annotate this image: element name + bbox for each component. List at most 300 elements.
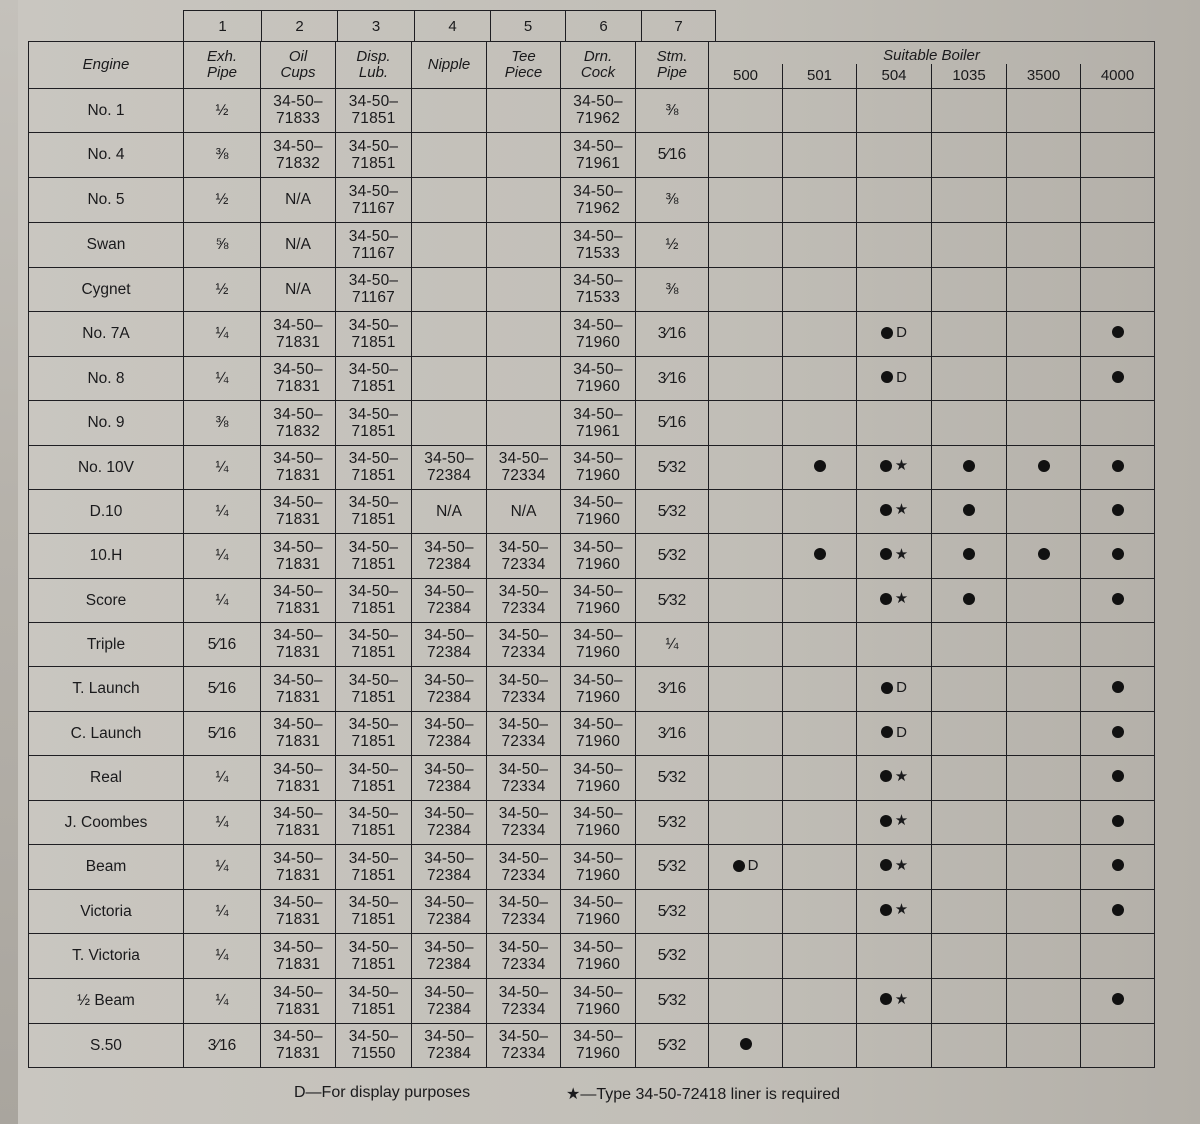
liner-star-icon: ★ bbox=[894, 812, 909, 830]
suitable-dot-icon bbox=[881, 371, 893, 383]
table-row bbox=[29, 578, 1155, 622]
table-row bbox=[29, 267, 1155, 311]
part-code-prefix: 34-50– bbox=[424, 894, 474, 911]
suitable-dot-icon bbox=[1112, 904, 1124, 916]
exh-pipe-cell: ½ bbox=[184, 177, 261, 222]
table-row bbox=[29, 88, 1155, 132]
part-code-number: 71960 bbox=[575, 1000, 621, 1018]
boiler-3500-cell bbox=[1007, 132, 1081, 177]
oil-cups-cell: N/A bbox=[261, 177, 336, 222]
boiler-504-cell bbox=[857, 267, 932, 311]
suitable-dot-icon bbox=[880, 859, 892, 871]
suitability-mark bbox=[1112, 460, 1124, 472]
header-oil-cups-label: Oil Cups bbox=[280, 47, 316, 81]
part-code-number: 71960 bbox=[575, 822, 621, 839]
header-stm-pipe bbox=[636, 42, 709, 89]
part-code-prefix: 34-50– bbox=[348, 983, 399, 1001]
oil-cups-cell bbox=[261, 889, 336, 933]
part-code-prefix: 34-50– bbox=[273, 137, 323, 155]
nipple-cell bbox=[412, 622, 487, 666]
exh-pipe-cell: ¼ bbox=[184, 755, 261, 800]
boiler-4000-cell bbox=[1081, 666, 1155, 711]
table-row bbox=[29, 177, 1155, 222]
boiler-4000-cell bbox=[1081, 177, 1155, 222]
header-oil-cups bbox=[261, 42, 336, 89]
nipple-cell bbox=[412, 889, 487, 933]
disp-lub-cell bbox=[336, 267, 412, 311]
oil-cups-cell bbox=[261, 578, 336, 622]
part-code-number: 72384 bbox=[426, 955, 472, 973]
part-code-number: 71960 bbox=[575, 511, 621, 528]
part-code-prefix: 34-50– bbox=[573, 805, 623, 822]
suitability-mark bbox=[881, 679, 907, 696]
part-code-number: 71833 bbox=[275, 110, 321, 127]
part-code-number: 72384 bbox=[426, 1045, 472, 1062]
boiler-500-cell bbox=[709, 755, 783, 800]
part-code-prefix: 34-50– bbox=[424, 583, 474, 600]
part-code-prefix: 34-50– bbox=[424, 805, 474, 822]
boiler-500-cell bbox=[709, 356, 783, 400]
nipple-cell bbox=[412, 132, 487, 177]
part-code-prefix: 34-50– bbox=[273, 894, 323, 911]
oil-cups-cell bbox=[261, 400, 336, 445]
drn-cock-cell bbox=[561, 489, 636, 533]
liner-star-icon: ★ bbox=[894, 990, 909, 1008]
part-code-prefix: 34-50– bbox=[573, 227, 623, 245]
boiler-504-cell bbox=[857, 978, 932, 1023]
boiler-504-cell bbox=[857, 755, 932, 800]
display-d-marker: D bbox=[896, 679, 907, 697]
stm-pipe-cell: 3⁄16 bbox=[636, 711, 709, 755]
part-code-prefix: 34-50– bbox=[273, 361, 323, 378]
exh-pipe-cell: ¼ bbox=[184, 800, 261, 844]
oil-cups-cell bbox=[261, 88, 336, 132]
part-code-prefix: 34-50– bbox=[573, 1028, 623, 1045]
column-number: 6 bbox=[566, 11, 642, 42]
column-number: 4 bbox=[415, 11, 491, 42]
stm-pipe-cell: 5⁄16 bbox=[636, 132, 709, 177]
engine-name: No. 7A bbox=[29, 311, 184, 356]
part-code-number: 72334 bbox=[501, 822, 546, 839]
part-code-prefix: 34-50– bbox=[424, 760, 474, 778]
oil-cups-cell bbox=[261, 622, 336, 666]
boiler-504-cell bbox=[857, 622, 932, 666]
exh-pipe-cell: ¼ bbox=[184, 933, 261, 978]
suitable-dot-icon bbox=[963, 593, 975, 605]
boiler-500-cell bbox=[709, 978, 783, 1023]
part-code-prefix: 34-50– bbox=[573, 93, 623, 110]
part-code-number: 71831 bbox=[275, 777, 321, 795]
part-code-prefix: 34-50– bbox=[573, 938, 623, 956]
part-code-prefix: 34-50– bbox=[498, 450, 549, 467]
part-code-prefix: 34-50– bbox=[348, 894, 399, 911]
tee-piece-cell bbox=[487, 1023, 561, 1067]
part-code-prefix: 34-50– bbox=[273, 316, 323, 334]
exh-pipe-cell: ½ bbox=[184, 267, 261, 311]
oil-cups-cell bbox=[261, 978, 336, 1023]
disp-lub-cell bbox=[336, 533, 412, 578]
suitable-dot-icon bbox=[814, 548, 826, 560]
part-code-number: 71851 bbox=[351, 154, 396, 172]
stm-pipe-cell: 3⁄16 bbox=[636, 311, 709, 356]
engine-name: 10.H bbox=[29, 533, 184, 578]
part-code-prefix: 34-50– bbox=[348, 182, 399, 200]
part-code-number: 72334 bbox=[501, 600, 546, 617]
suitability-mark bbox=[733, 857, 759, 874]
header-nipple: Nipple bbox=[412, 42, 487, 89]
column-number-strip bbox=[183, 10, 716, 42]
drn-cock-cell bbox=[561, 132, 636, 177]
boiler-504-cell bbox=[857, 311, 932, 356]
part-code-prefix: 34-50– bbox=[348, 361, 399, 378]
suitable-dot-icon bbox=[1112, 726, 1124, 738]
display-d-marker: D bbox=[896, 368, 907, 386]
header-suitable-boiler: Suitable Boiler bbox=[709, 42, 1155, 65]
suitability-mark bbox=[740, 1038, 752, 1050]
boiler-500-cell bbox=[709, 222, 783, 267]
display-d-marker: D bbox=[747, 857, 759, 875]
part-code-prefix: 34-50– bbox=[424, 938, 474, 956]
part-code-prefix: 34-50– bbox=[573, 760, 623, 778]
part-code-number: 71960 bbox=[575, 955, 621, 973]
part-code-prefix: 34-50– bbox=[498, 671, 549, 689]
exh-pipe-cell: ¼ bbox=[184, 533, 261, 578]
oil-cups-cell bbox=[261, 1023, 336, 1067]
oil-cups-cell bbox=[261, 755, 336, 800]
tee-piece-cell bbox=[487, 533, 561, 578]
stm-pipe-cell: 5⁄32 bbox=[636, 978, 709, 1023]
suitable-dot-icon bbox=[733, 860, 745, 872]
boiler-500-cell bbox=[709, 622, 783, 666]
disp-lub-cell bbox=[336, 88, 412, 132]
part-code-number: 71831 bbox=[275, 1000, 321, 1018]
part-code-number: 71960 bbox=[575, 1045, 621, 1062]
drn-cock-cell bbox=[561, 267, 636, 311]
column-number: 7 bbox=[642, 11, 716, 42]
exh-pipe-cell: ¼ bbox=[184, 489, 261, 533]
nipple-cell bbox=[412, 88, 487, 132]
boiler-3500-cell bbox=[1007, 88, 1081, 132]
table-row bbox=[29, 889, 1155, 933]
drn-cock-cell bbox=[561, 844, 636, 889]
part-code-number: 71831 bbox=[275, 600, 321, 617]
stm-pipe-cell: ⅜ bbox=[636, 177, 709, 222]
boiler-500-cell bbox=[709, 445, 783, 489]
part-code-prefix: 34-50– bbox=[348, 538, 399, 556]
column-number: 2 bbox=[262, 11, 338, 42]
part-code-prefix: 34-50– bbox=[424, 538, 474, 556]
drn-cock-cell bbox=[561, 222, 636, 267]
part-code-prefix: 34-50– bbox=[348, 583, 399, 600]
boiler-1035-cell bbox=[932, 267, 1007, 311]
part-code-prefix: 34-50– bbox=[573, 316, 623, 334]
stm-pipe-cell: 5⁄32 bbox=[636, 445, 709, 489]
suitability-mark bbox=[1112, 371, 1124, 383]
part-code-number: 71831 bbox=[275, 866, 321, 884]
boiler-3500-cell bbox=[1007, 622, 1081, 666]
disp-lub-cell bbox=[336, 755, 412, 800]
header-exh-pipe bbox=[184, 42, 261, 89]
part-code-prefix: 34-50– bbox=[424, 450, 474, 467]
disp-lub-cell bbox=[336, 356, 412, 400]
part-code-number: 72384 bbox=[426, 733, 472, 750]
engine-name: C. Launch bbox=[29, 711, 184, 755]
boiler-500-cell bbox=[709, 844, 783, 889]
boiler-500-cell bbox=[709, 800, 783, 844]
table-row bbox=[29, 400, 1155, 445]
boiler-3500-cell bbox=[1007, 356, 1081, 400]
nipple-cell bbox=[412, 533, 487, 578]
tee-piece-cell bbox=[487, 222, 561, 267]
header-boiler-501: 501 bbox=[783, 64, 857, 88]
part-code-prefix: 34-50– bbox=[273, 538, 323, 556]
part-code-prefix: 34-50– bbox=[498, 849, 549, 867]
part-code-number: 72384 bbox=[426, 600, 472, 617]
part-code-prefix: 34-50– bbox=[498, 716, 549, 733]
part-code-prefix: 34-50– bbox=[573, 716, 623, 733]
boiler-501-cell bbox=[783, 356, 857, 400]
drn-cock-cell bbox=[561, 356, 636, 400]
nipple-cell bbox=[412, 445, 487, 489]
header-boiler-4000: 4000 bbox=[1081, 64, 1155, 88]
boiler-504-cell bbox=[857, 666, 932, 711]
boiler-4000-cell bbox=[1081, 933, 1155, 978]
boiler-3500-cell bbox=[1007, 978, 1081, 1023]
suitable-dot-icon bbox=[1112, 326, 1124, 338]
part-code-prefix: 34-50– bbox=[273, 627, 323, 644]
tee-piece-cell bbox=[487, 889, 561, 933]
exh-pipe-cell: 5⁄16 bbox=[184, 711, 261, 755]
engine-name: No. 1 bbox=[29, 88, 184, 132]
stm-pipe-cell: ⅜ bbox=[636, 267, 709, 311]
part-code-number: 71831 bbox=[275, 1045, 321, 1062]
part-code-number: 71960 bbox=[575, 378, 621, 395]
legend-display: D—For display purposes bbox=[294, 1084, 471, 1101]
stm-pipe-cell: 5⁄32 bbox=[636, 1023, 709, 1067]
part-code-number: 71831 bbox=[275, 911, 321, 928]
boiler-4000-cell bbox=[1081, 711, 1155, 755]
suitability-mark bbox=[880, 813, 908, 828]
header-boiler-3500: 3500 bbox=[1007, 64, 1081, 88]
engine-name: Cygnet bbox=[29, 267, 184, 311]
boiler-500-cell bbox=[709, 578, 783, 622]
part-code-number: 72384 bbox=[426, 467, 472, 484]
part-code-number: 71851 bbox=[351, 422, 396, 440]
part-code-number: 71851 bbox=[351, 511, 396, 528]
suitable-dot-icon bbox=[1112, 993, 1124, 1005]
part-code-number: 71960 bbox=[575, 777, 621, 795]
part-code-number: 72384 bbox=[426, 644, 472, 661]
part-code-number: 71167 bbox=[352, 199, 395, 217]
part-code-number: 71831 bbox=[275, 688, 321, 706]
engine-name: Beam bbox=[29, 844, 184, 889]
part-code-prefix: 34-50– bbox=[573, 671, 623, 689]
nipple-cell: N/A bbox=[412, 489, 487, 533]
suitability-mark bbox=[1038, 460, 1050, 472]
boiler-1035-cell bbox=[932, 489, 1007, 533]
stm-pipe-cell: 5⁄32 bbox=[636, 533, 709, 578]
drn-cock-cell bbox=[561, 177, 636, 222]
boiler-504-cell bbox=[857, 489, 932, 533]
boiler-1035-cell bbox=[932, 933, 1007, 978]
part-code-prefix: 34-50– bbox=[348, 494, 399, 511]
suitability-mark bbox=[880, 769, 908, 784]
table-row bbox=[29, 711, 1155, 755]
part-code-number: 72334 bbox=[501, 733, 546, 750]
part-code-number: 72334 bbox=[501, 1045, 546, 1062]
boiler-501-cell bbox=[783, 177, 857, 222]
part-code-number: 71167 bbox=[352, 289, 395, 306]
boiler-504-cell bbox=[857, 177, 932, 222]
boiler-1035-cell bbox=[932, 755, 1007, 800]
disp-lub-cell bbox=[336, 1023, 412, 1067]
stm-pipe-cell: 5⁄32 bbox=[636, 578, 709, 622]
suitable-dot-icon bbox=[880, 460, 892, 472]
suitable-dot-icon bbox=[880, 904, 892, 916]
part-code-prefix: 34-50– bbox=[273, 671, 323, 689]
boiler-500-cell bbox=[709, 1023, 783, 1067]
boiler-4000-cell bbox=[1081, 889, 1155, 933]
part-code-prefix: 34-50– bbox=[573, 182, 623, 200]
part-code-prefix: 34-50– bbox=[348, 405, 399, 423]
engine-name: ½ Beam bbox=[29, 978, 184, 1023]
boiler-3500-cell bbox=[1007, 933, 1081, 978]
table-row bbox=[29, 132, 1155, 177]
boiler-3500-cell bbox=[1007, 489, 1081, 533]
suitable-dot-icon bbox=[881, 682, 893, 694]
boiler-501-cell bbox=[783, 711, 857, 755]
tee-piece-cell bbox=[487, 177, 561, 222]
exh-pipe-cell: 5⁄16 bbox=[184, 666, 261, 711]
part-code-number: 71550 bbox=[351, 1045, 396, 1062]
engine-name: No. 4 bbox=[29, 132, 184, 177]
suitable-dot-icon bbox=[1112, 548, 1124, 560]
exh-pipe-cell: ⅜ bbox=[184, 400, 261, 445]
part-code-number: 72334 bbox=[501, 866, 546, 884]
table-row bbox=[29, 1023, 1155, 1067]
table-row bbox=[29, 755, 1155, 800]
suitable-dot-icon bbox=[1112, 504, 1124, 516]
part-code-prefix: 34-50– bbox=[273, 405, 323, 423]
suitable-dot-icon bbox=[880, 770, 892, 782]
part-code-number: 71851 bbox=[351, 467, 396, 484]
part-code-number: 71962 bbox=[575, 110, 621, 127]
table-row bbox=[29, 356, 1155, 400]
engine-name: No. 9 bbox=[29, 400, 184, 445]
nipple-cell bbox=[412, 711, 487, 755]
boiler-1035-cell bbox=[932, 666, 1007, 711]
exh-pipe-cell: 5⁄16 bbox=[184, 622, 261, 666]
nipple-cell bbox=[412, 755, 487, 800]
disp-lub-cell bbox=[336, 177, 412, 222]
part-code-number: 71851 bbox=[351, 555, 396, 573]
suitable-dot-icon bbox=[1038, 548, 1050, 560]
boiler-3500-cell bbox=[1007, 177, 1081, 222]
tee-piece-cell bbox=[487, 711, 561, 755]
tee-piece-cell bbox=[487, 400, 561, 445]
tee-piece-cell bbox=[487, 578, 561, 622]
boiler-4000-cell bbox=[1081, 622, 1155, 666]
boiler-501-cell bbox=[783, 132, 857, 177]
part-code-number: 72384 bbox=[426, 777, 472, 795]
nipple-cell bbox=[412, 578, 487, 622]
boiler-500-cell bbox=[709, 177, 783, 222]
part-code-number: 71960 bbox=[575, 688, 621, 706]
table-row bbox=[29, 844, 1155, 889]
suitable-dot-icon bbox=[1038, 460, 1050, 472]
engine-name: Triple bbox=[29, 622, 184, 666]
part-code-prefix: 34-50– bbox=[348, 849, 399, 867]
nipple-cell bbox=[412, 356, 487, 400]
suitable-dot-icon bbox=[880, 993, 892, 1005]
boiler-4000-cell bbox=[1081, 978, 1155, 1023]
stm-pipe-cell: ⅜ bbox=[636, 88, 709, 132]
part-code-prefix: 34-50– bbox=[348, 716, 399, 733]
suitability-mark bbox=[880, 547, 908, 562]
part-code-prefix: 34-50– bbox=[348, 760, 399, 778]
tee-piece-cell bbox=[487, 800, 561, 844]
part-code-prefix: 34-50– bbox=[424, 716, 474, 733]
part-code-number: 72334 bbox=[501, 911, 546, 928]
tee-piece-cell bbox=[487, 356, 561, 400]
exh-pipe-cell: ⅜ bbox=[184, 132, 261, 177]
tee-piece-cell bbox=[487, 933, 561, 978]
stm-pipe-cell: 5⁄32 bbox=[636, 889, 709, 933]
disp-lub-cell bbox=[336, 578, 412, 622]
boiler-3500-cell bbox=[1007, 666, 1081, 711]
part-code-prefix: 34-50– bbox=[498, 583, 549, 600]
oil-cups-cell bbox=[261, 533, 336, 578]
exh-pipe-cell: ¼ bbox=[184, 311, 261, 356]
part-code-number: 71831 bbox=[275, 733, 321, 750]
suitability-mark bbox=[1112, 593, 1124, 605]
part-code-number: 72334 bbox=[501, 955, 546, 973]
part-code-prefix: 34-50– bbox=[573, 583, 623, 600]
part-code-number: 71533 bbox=[575, 244, 621, 262]
part-code-prefix: 34-50– bbox=[424, 849, 474, 867]
part-code-prefix: 34-50– bbox=[573, 361, 623, 378]
part-code-number: 72334 bbox=[501, 467, 546, 484]
display-d-marker: D bbox=[896, 324, 907, 342]
disp-lub-cell bbox=[336, 800, 412, 844]
part-code-number: 71851 bbox=[351, 378, 396, 395]
part-code-prefix: 34-50– bbox=[498, 538, 549, 556]
liner-star-icon: ★ bbox=[894, 501, 909, 519]
part-code-number: 71851 bbox=[351, 688, 396, 706]
boiler-500-cell bbox=[709, 711, 783, 755]
part-code-number: 72384 bbox=[426, 688, 472, 706]
header-boiler-500: 500 bbox=[709, 64, 783, 88]
part-code-number: 71851 bbox=[351, 866, 396, 884]
stm-pipe-cell: 5⁄16 bbox=[636, 400, 709, 445]
part-code-prefix: 34-50– bbox=[273, 583, 323, 600]
boiler-504-cell bbox=[857, 578, 932, 622]
oil-cups-cell bbox=[261, 711, 336, 755]
boiler-504-cell bbox=[857, 933, 932, 978]
suitability-mark bbox=[880, 858, 908, 873]
boiler-1035-cell bbox=[932, 800, 1007, 844]
suitability-mark bbox=[1112, 770, 1124, 782]
boiler-504-cell bbox=[857, 445, 932, 489]
boiler-4000-cell bbox=[1081, 445, 1155, 489]
boiler-3500-cell bbox=[1007, 400, 1081, 445]
tee-piece-cell bbox=[487, 267, 561, 311]
part-code-prefix: 34-50– bbox=[498, 760, 549, 778]
engine-name: T. Launch bbox=[29, 666, 184, 711]
drn-cock-cell bbox=[561, 578, 636, 622]
boiler-500-cell bbox=[709, 889, 783, 933]
part-code-number: 71831 bbox=[275, 378, 321, 395]
